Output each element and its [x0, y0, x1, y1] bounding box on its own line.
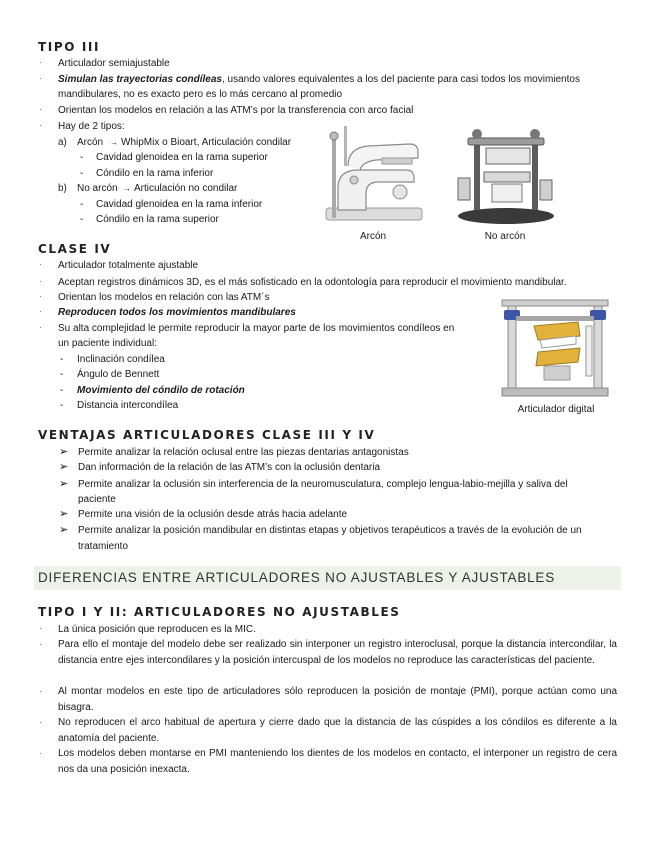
- tipo3-b-text: No arcón: [77, 183, 118, 194]
- dash-icon: -: [80, 168, 84, 179]
- arcon-articulator-image: [318, 118, 428, 228]
- bullet-icon: ·: [39, 624, 42, 633]
- bullet-icon: ·: [39, 105, 42, 114]
- dash-icon: -: [60, 400, 64, 411]
- non-arcon-articulator-image: [452, 120, 560, 228]
- tipo3-a-sub-2: Cóndilo en la rama inferior: [96, 168, 214, 179]
- clase4-bullet-1: Articulador totalmente ajustable: [58, 260, 199, 271]
- tipo3-a-rest: WhipMix o Bioart, Articulación condilar: [121, 137, 292, 148]
- dash-icon: -: [60, 354, 64, 365]
- dash-icon: -: [60, 369, 64, 380]
- section-title-ventajas: VENTAJAS ARTICULADORES CLASE III Y IV: [38, 428, 376, 442]
- bullet-icon: ·: [39, 307, 42, 316]
- ventajas-item-5: Permite analizar la posición mandibular en distintas etapas y objetivos terapéuticos a través de la evolución de un: [78, 525, 582, 536]
- bullet-icon: ·: [39, 58, 42, 67]
- bullet-icon: ·: [39, 687, 42, 696]
- tipo3-bullet-2-emphasis: Simulan las trayectorias condíleas: [58, 74, 222, 85]
- dash-icon: -: [60, 385, 64, 396]
- arrow-icon: →: [123, 184, 131, 193]
- clase4-sub-1: Inclinación condílea: [77, 354, 165, 365]
- bullet-icon: ·: [39, 277, 42, 286]
- section-title-tipo-i-ii: TIPO I Y II: ARTICULADORES NO AJUSTABLES: [38, 605, 401, 619]
- tipo3-b-sub-2: Cóndilo en la rama superior: [96, 214, 219, 225]
- band-heading: DIFERENCIAS ENTRE ARTICULADORES NO AJUSTABLES Y AJUSTABLES: [38, 570, 556, 585]
- clase4-bullet-4: Reproducen todos los movimientos mandibulares: [58, 307, 296, 318]
- ventajas-item-2: Dan información de la relación de las ATM’s con la oclusión dentaria: [78, 462, 381, 473]
- tipo3-a-label: a): [58, 137, 67, 148]
- tipo12-bullet-1: La única posición que reproducen es la MIC.: [58, 624, 256, 635]
- tipo3-b-label: b): [58, 183, 67, 194]
- ventajas-item-5-cont: tratamiento: [78, 541, 129, 552]
- arrow-bullet-icon: ➢: [59, 508, 69, 520]
- bullet-icon: ·: [39, 640, 42, 649]
- ventajas-item-3: Permite analizar la oclusión sin interferencia de la neuromusculatura, complejo lengua-labio-mejilla y saliva del: [78, 479, 568, 490]
- arrow-bullet-icon: ➢: [59, 524, 69, 536]
- bullet-icon: ·: [39, 292, 42, 301]
- section-title-tipo-iii: TIPO III: [38, 40, 101, 54]
- clase4-sub-4: Distancia intercondílea: [77, 400, 179, 411]
- tipo3-bullet-4: Hay de 2 tipos:: [58, 121, 125, 132]
- clase4-sub-2: Ángulo de Bennett: [77, 369, 160, 380]
- digital-articulator-image: [498, 296, 612, 400]
- ventajas-item-4: Permite una visión de la oclusión desde atrás hacia adelante: [78, 509, 348, 520]
- ventajas-item-1: Permite analizar la relación oclusal entre las piezas dentarias antagonistas: [78, 447, 409, 458]
- dash-icon: -: [80, 199, 84, 210]
- tipo3-bullet-2-cont: mandibulares, no es exacto pero es lo más cercano al promedio: [58, 89, 343, 100]
- section-title-clase-iv: CLASE IV: [38, 242, 112, 256]
- arrow-bullet-icon: ➢: [59, 446, 69, 458]
- tipo3-bullet-1: Articulador semiajustable: [58, 58, 170, 69]
- clase4-bullet-5: Su alta complejidad le permite reproducir la mayor parte de los movimientos condíleos en: [58, 323, 455, 334]
- clase4-bullet-5-cont: un paciente individual:: [58, 338, 157, 349]
- clase4-bullet-3: Orientan los modelos en relación con las ATM´s: [58, 292, 270, 303]
- arrow-bullet-icon: ➢: [59, 478, 69, 490]
- arrow-bullet-icon: ➢: [59, 461, 69, 473]
- bullet-icon: ·: [39, 718, 42, 727]
- tipo12-bullet-5: Los modelos deben montarse en PMI manteniendo los dientes de los modelos en contacto, el interponer un registro de cera nos da una posición inexacta.: [58, 748, 617, 775]
- tipo3-b-rest: Articulación no condilar: [134, 183, 238, 194]
- tipo3-bullet-3: Orientan los modelos en relación a las ATM’s por la transferencia con arco facial: [58, 105, 414, 116]
- tipo3-a-text: Arcón: [77, 137, 104, 148]
- tipo3-a-sub-1: Cavidad glenoidea en la rama superior: [96, 152, 268, 163]
- bullet-icon: ·: [39, 74, 42, 83]
- digital-articulator-caption: Articulador digital: [517, 404, 595, 415]
- tipo12-bullet-2: Para ello el montaje del modelo debe ser realizado sin interponer un registro interoclusal, porque la distancia intercondilar, la distancia entre ejes intercondilares y la posición intercuspal de los modelos no reproduce las características del paciente.: [58, 639, 617, 666]
- tipo3-b-sub-1: Cavidad glenoidea en la rama inferior: [96, 199, 263, 210]
- bullet-icon: ·: [39, 121, 42, 130]
- arrow-icon: →: [110, 138, 118, 147]
- clase4-bullet-2: Aceptan registros dinámicos 3D, es el más sofisticado en la odontología para reproducir el movimiento mandibular.: [58, 277, 567, 288]
- dash-icon: -: [80, 214, 84, 225]
- tipo3-bullet-2: [58, 73, 580, 87]
- tipo12-bullet-4: No reproducen el arco habitual de apertura y cierre dado que la distancia de las cúspides a los cóndilos es diferente a la anatomía del paciente.: [58, 717, 617, 744]
- tipo12-bullet-3: Al montar modelos en este tipo de articuladores sólo reproducen la posición de montaje (PMI), porque actúan como una bisagra.: [58, 686, 617, 713]
- bullet-icon: ·: [39, 260, 42, 269]
- bullet-icon: ·: [39, 749, 42, 758]
- arcon-caption: Arcón: [359, 231, 387, 242]
- dash-icon: -: [80, 152, 84, 163]
- non-arcon-caption: No arcón: [484, 231, 526, 242]
- tipo3-bullet-2-rest: , usando valores equivalentes a los del paciente para casi todos los movimientos: [221, 74, 580, 85]
- bullet-icon: ·: [39, 323, 42, 332]
- ventajas-item-3-cont: paciente: [78, 494, 116, 505]
- clase4-sub-3: Movimiento del cóndilo de rotación: [77, 385, 245, 396]
